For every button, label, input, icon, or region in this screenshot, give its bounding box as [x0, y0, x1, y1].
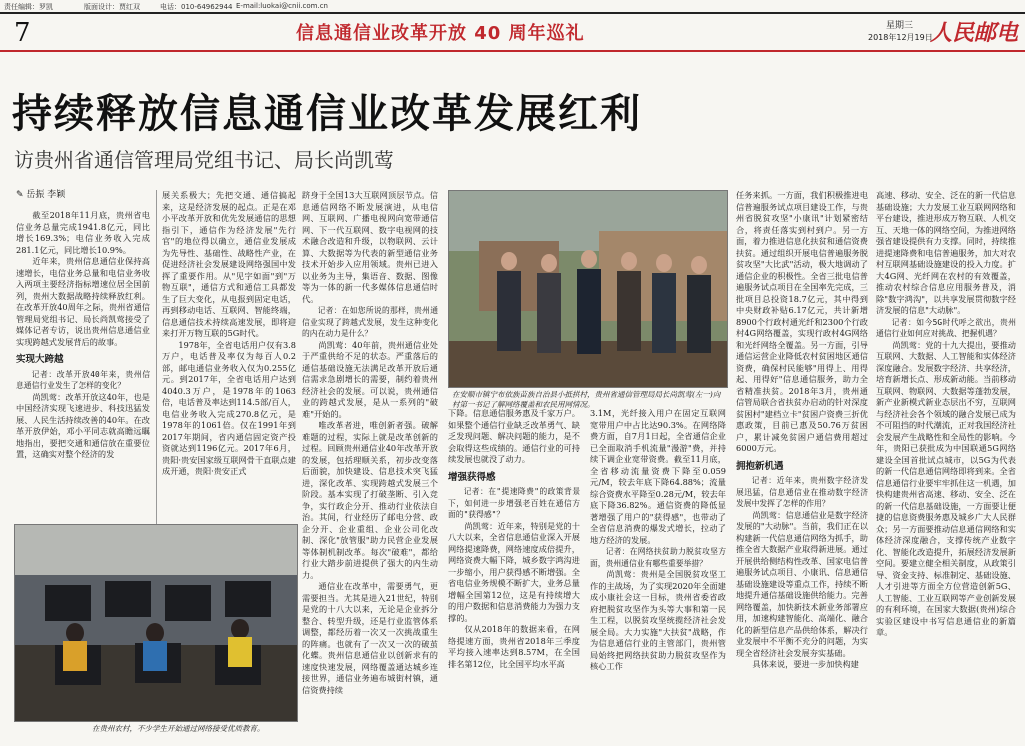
- paragraph: 1978年，全省电话用户仅有3.8万户，电话普及率仅为每百人0.2部，邮电通信业务收入仅为0.255亿元。到2017年，全省电话用户达到4040.3万户，是1978年的1063倍，电话普及率达到114.5部/百人，电信业务收入完成270.8亿元，是1978年的1061倍。仅在1991年到2017年期间，省内通信固定资产投资就达到1196亿元。2017年6月，贵阳·贵安国家级互联网骨干直联点建成开通，贵阳·贵安正式: [162, 339, 296, 476]
- paragraph: 唯改革者进，唯创新者强。破解难题的过程，实际上就是改革创新的过程。回顾贵州通信业40年改革开放的发展，包括理顺关系，初步改变落后面貌，加快建设、信息技术突飞猛进，深化改革、实现跨越式发展三个阶段。基本实现了打破垄断、引入竞争，实行政企分开、推动行业依法自治。其间，行业经历了邮电分营、政企分开、企业重组、企业公司化改制、深化"放管服"助力民营企业发展等体制机制改革。每次"破难"，都给行业大踏步前进提供了强大的内生动力。: [302, 420, 438, 580]
- paragraph: 尚凯莺：40年前，贵州通信业处于严重供给不足的状态。严重落后的通信基础设施无法满足改革开放后通信需求急剧增长的需要，制约着贵州经济社会的发展。可以说，贵州通信业的跨越式发展，是从一系列的"破难"开始的。: [302, 339, 438, 419]
- interview-question: 记者：如今5G时代呼之欲出，贵州通信行业如何应对挑战、把握机遇？: [876, 317, 1016, 338]
- page-number: 7: [14, 18, 31, 48]
- paragraph: 展关系极大；先把交通、通信搞起来，这是经济发展的起点。正是在邓小平改革开放和优先发展通信的思想指引下，通信作为经济发展"先行官"的地位得以确立，通信业发展成为先导性、基础性、战略性产业，在促进经济社会发展建设网络强国中发挥了重要作用。从"见字如面"到"万物互联"，通信方式和通信工具都发生了巨大变化，从电报到固定电话，再到移动电话、互联网、智能终端，信息通信技术持续高速发展，即将迎来打开万物互联的5G时代。: [162, 190, 296, 338]
- column-6: [736, 190, 868, 736]
- byline-authors: 岳振 李颖: [26, 190, 66, 200]
- interview-question: 记者：在网络扶贫助力脱贫攻坚方面，贵州通信业有哪些重要举措？: [590, 547, 726, 568]
- email-address: E-mail:luokai@cnii.com.cn: [236, 2, 328, 10]
- paragraph: 具体来说，要进一步加快构建: [752, 659, 859, 669]
- header-red-rule: [0, 50, 1025, 52]
- column-4: [448, 408, 580, 738]
- paragraph: 尚凯莺：改革开放这40年，也是中国经济实现飞速进步、科技迅猛发展、人民生活持续改善的40年。在改革开放伊始，邓小平同志就高瞻远瞩地指出，要把交通和通信放在重要位置，这确实对整个经济的发: [16, 391, 150, 459]
- paragraph: 跻身于全国13大互联网顶层节点。信息通信网络不断发展演进，从电信网、互联网、广播电视网向宽带通信网、下一代互联网、数字电视网的技术融合改造和升级，以物联网、云计算、大数据等为代表的新型通信业务技术开始步入应用领域。贵州已进入以业务为主导，集语音、数据、图像等为一体的新一代多媒体信息通信时代。: [302, 190, 438, 304]
- paragraph: 高速、移动、安全、泛在的新一代信息基础设施；大力发展工业互联网网络和平台建设，推进形成万物互联、人机交互、天地一体的网络空间，为推进网络强省建设提供有力支撑。同时，持续推进提速降费和电信普遍服务，加大对农村互联网基础设施建设的投入力度。扩大4G网、光纤网在农村的有效覆盖，推动农村综合信息应用服务普及，消除"数字鸿沟"，以共享发展贯彻数字经济发展的信息"大动脉"。: [876, 190, 1016, 315]
- paragraph: 3.1M，光纤接入用户在固定互联网宽带用户中占比达90.3%。在网络降费方面，自7月1日起，全省通信企业已全面取消手机流量"漫游"费，并持续下调企业宽带资费。截至11月底，全省移动流量资费下降至0.059元/M，较去年底下降64.88%；流量综合资费水平降至0.28元/M，较去年底下降36.82%。通信资费的降低显著增强了用户的"获得感"，也带动了全省信息消费的爆发式增长，拉动了地方经济的发展。: [590, 408, 726, 545]
- article-subhead: 访贵州省通信管理局党组书记、局长尚凯莺: [14, 148, 394, 172]
- photo-students: [14, 524, 298, 722]
- newspaper-logo: 人民邮电: [930, 20, 1019, 46]
- pen-icon: ✎: [16, 190, 24, 200]
- interview-question: 记者：近年来，贵州数字经济发展迅猛，信息通信业在推动数字经济发展中发挥了怎样的作用？: [736, 476, 868, 508]
- column-5: [590, 408, 726, 738]
- paragraph: 尚凯莺：信息通信业是数字经济发展的"大动脉"。当前，我们正在以构建新一代信息通信网络为抓手，助推全省大数据产业取得新进展。通过开展供给侧结构性改革、国家电信普遍服务试点项目、小康讯、信息通信基础设施建设等重点工作，持续不断地提升通信基础设施供给能力。完善网络覆盖，加快新技术新业务部署应用，加速构建智能化、高端化、融合化的新型信息产品供给体系，解决行业发展中不平衡不充分的问题，为实现全省经济社会发展夯实基础。: [736, 509, 868, 658]
- weekday: 星期三: [886, 21, 914, 31]
- phone-number: 电话：010-64962944: [160, 3, 233, 11]
- paragraph: 尚凯莺：贵州是全国脱贫攻坚工作的主战场，为了实现2020年全面建成小康社会这一目标，贵州省委省政府把脱贫攻坚作为头等大事和第一民生工程，以脱贫攻坚统揽经济社会发展全局。大力实施"大扶贫"战略，作为信息通信行业的主管部门，贵州管局始终把网络扶贫助力脱贫攻坚作为核心工作: [590, 569, 726, 671]
- column-3: [302, 190, 438, 726]
- paragraph: 尚凯莺：近年来，特别是党的十八大以来，全省信息通信业深入开展网络提速降费，网络速度成倍提升，网络资费大幅下降，城乡数字鸿沟进一步缩小，用户获得感不断增强。全省电信业务规模不断扩大，业务总量增幅全国第12位，这是有持续增大的用户数据和信息消费能力为强力支撑的。: [448, 520, 580, 623]
- interview-question: 记者：在如您所说的那样，贵州通信业实现了跨越式发展，发生这种变化的内在动力是什么？: [302, 306, 438, 338]
- photo-village-visit: [448, 190, 728, 388]
- photo-village-caption: 在安顺市镇宁布依族苗族自治县小抵拱村，贵州省通信管理局局长尚凯莺(左一)向村第一书记了解网络覆盖和农民用网情况。: [452, 390, 721, 409]
- paragraph: 近年来，贵州信息通信业保持高速增长，电信业务总量和电信业务收入两项主要经济指标增速位居全国前列，贵州大数据战略持续释放红利。在改革开放40周年之际，贵州省通信管理局党组书记、局长尚凯莺接受了媒体记者专访，说出贵州信息通信业实现跨越式发展背后的故事。: [16, 256, 150, 347]
- photo-village-visit-image: [449, 191, 727, 387]
- column-7: [876, 190, 1016, 736]
- photo-students-caption: 在贵州农村，不少学生开始通过网络接受优质教育。: [92, 724, 265, 733]
- paragraph: 任务来抓。一方面，我们积极推进电信普遍服务试点项目建设工作，与贵州省脱贫攻坚"小康讯"计划紧密结合，将责任落实到村到户。另一方面，着力推进信息化扶贫和通信资费扶贫。通过组织开展电信普遍服务脱贫攻坚"大比武"活动，极大地调动了通信企业的积极性。全省三批电信普遍服务试点项目在全国率先完成，三批项目总投资18.7亿元，其中得到中央财政补贴6.17亿元，共计新增8900个行政村通光纤和2300个行政村4G网络覆盖，实现行政村4G网络和光纤网络全覆盖。另一方面，引导通信运营企业降低农村贫困地区通信资费，确保村民能够"用得上、用得起、用得好"信息通信服务，助力全省精准扶贫。2018年3月，贵州通信管局联合省扶贫办启动的针对深度贫困村"建档立卡"贫困户资费三折优惠政策，目前已惠及50.76万贫困户，累计减免贫困户通信费用超过6000万元。: [736, 190, 868, 453]
- masthead-info-line: [0, 0, 1025, 12]
- editor-credit: 责任编辑：罗凯: [4, 3, 53, 11]
- designer-credit: 版面设计：贾红双: [84, 3, 140, 11]
- paragraph: 通信业在改革中，需要勇气，更需要担当。尤其是进入21世纪，特别是党的十八大以来，无论是企业拆分整合、转型升级，还是行业监管体系调整，都经历着一次又一次挑战重生的阵痛。也就有了一次又一次的破茧化蝶。贵州信息通信业以创新求有的速度快速发展，网络覆盖通达城乡连接世界，通信业务遍布城街村镇，通信资费持续: [302, 581, 438, 695]
- section-heading: 拥抱新机遇: [736, 460, 784, 472]
- interview-question: 记者：改革开放40年来，贵州信息通信行业发生了怎样的变化？: [16, 369, 150, 390]
- paragraph: 仅从2018年的数据来看，在网络提速方面，贵州省2018年三季度平均接入速率达到8.57M，在全国排名第12位，比全国平均水平高: [448, 624, 580, 669]
- article-headline: 持续释放信息通信业改革发展红利: [12, 91, 642, 137]
- section-heading: 实现大跨越: [16, 354, 64, 365]
- paragraph: 尚凯莺：党的十九大提出，要推动互联网、大数据、人工智能和实体经济深度融合。发展数字经济、共享经济，培育新增长点、形成新动能。当前移动互联网、物联网、大数据等蓬勃发展，新产业新模式新业态层出不穷，互联网与经济社会各个领域的融合发展已成为不可阻挡的时代潮流，正对我国经济社会发展产生战略性和全局性的影响。今年，贵阳已获批成为中国联通5G网络建设全国首批试点城市，以5G为代表的新一代信息通信网络即将到来。全省信息通信行业要牢牢抓住这一机遇，加快构建贵州省高速、移动、安全、泛在的新一代信息基础设施，一方面要让便捷的信息资费服务惠及城乡广大人民群众；另一方面要推动信息通信网络和实体经济深度融合，支撑传统产业数字化、智能化改造提升，拓展经济发展新空间。要建立健全相关制度，从政策引导、资金支持、标准制定、基础设施、人才引进等方面全方位营造创新5G、人工智能、工业互联网等产业创新发展的有利环境，在国家大数据(贵州)综合实验区建设中书写信息通信业的新篇章。: [876, 339, 1016, 637]
- column-1: [16, 210, 150, 516]
- section-heading: 增强获得感: [448, 471, 496, 483]
- interview-question: 记者：在"提速降费"的政策背景下，如何进一步增强老百姓在通信方面的"获得感"？: [448, 487, 580, 519]
- section-banner: 信息通信业改革开放 40 周年巡礼: [296, 23, 585, 44]
- issue-date: 2018年12月19日: [868, 33, 933, 42]
- top-rule: [0, 12, 1025, 14]
- paragraph: 截至2018年11月底，贵州省电信业务总量完成1941.8亿元，同比增长169.3%；电信业务收入完成281.1亿元，同比增长10.9%。: [16, 210, 150, 255]
- paragraph: 下降。信息通信服务惠及千家万户。如果整个通信行业缺乏改革勇气、缺乏发现问题、解决问题的能力，是不会取得这些成绩的。通信行业的可持续发展也就没了动力。: [448, 408, 580, 464]
- photo-students-image: [15, 525, 297, 721]
- byline: [16, 187, 65, 200]
